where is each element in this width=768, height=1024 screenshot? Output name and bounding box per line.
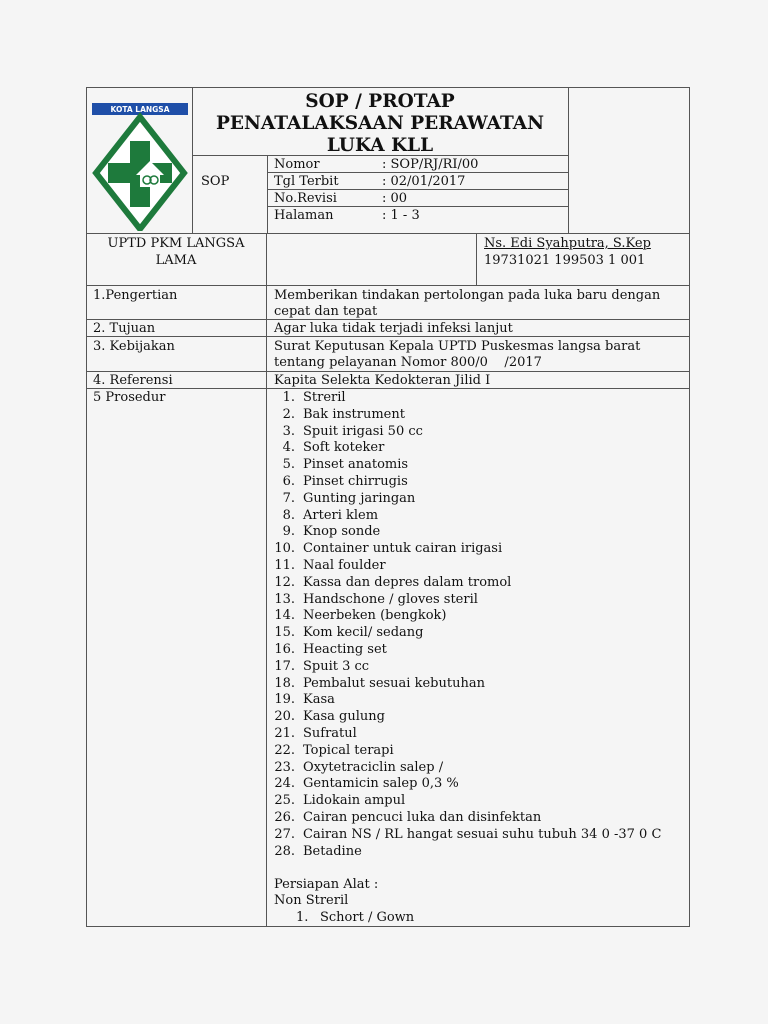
prosedur-item [250,390,661,407]
prosedur-item-text: Bak instrument [303,406,405,422]
document-title-line: SOP / PROTAP [305,91,455,112]
prosedur-item [250,676,661,693]
prosedur-item [250,793,661,810]
prosedur-item-number: 7. [282,490,295,506]
prosedur-item [250,642,661,659]
prosedur-item-text: Heacting set [303,641,387,657]
prosedur-item [250,440,661,457]
prosedur-item-number: 28. [274,843,295,859]
document-title-line: PENATALAKSAAN PERAWATAN [215,113,544,134]
prosedur-item-text: Kom kecil/ sedang [303,625,424,641]
prosedur-item-text: Sufratul [303,725,357,741]
prosedur-item [250,726,661,743]
prosedur-item-number: 13. [274,591,295,607]
prosedur-item [250,743,661,760]
prosedur-list [250,390,661,860]
prosedur-item-number: 8. [282,507,295,523]
meta-label-nomor: Nomor [274,157,320,172]
prosedur-item-text: Kassa dan depres dalam tromol [303,574,512,590]
prosedur-item [250,575,661,592]
prosedur-item-text: Kasa [303,692,335,708]
prosedur-item [250,827,661,844]
prosedur-item-number: 1. [282,390,295,405]
prosedur-item-number: 2. [282,406,295,422]
persiapan-item-text: Schort / Gown [320,910,415,925]
prosedur-item [250,524,661,541]
prosedur-item [250,709,661,726]
prosedur-item-number: 19. [274,692,295,708]
signer-nip: 19731021 199503 1 001 [484,253,646,268]
prosedur-item-number: 21. [274,725,295,741]
prosedur-item-text: Gunting jaringan [303,490,416,506]
prosedur-item-text: Betadine [303,843,362,859]
prosedur-item [250,491,661,508]
section-label-pengertian: 1.Pengertian [93,288,178,303]
prosedur-item [250,424,661,441]
sop-label: SOP [201,174,230,189]
section-text-tujuan: Agar luka tidak terjadi infeksi lanjut [274,321,513,336]
divider [86,233,690,234]
prosedur-item [250,508,661,525]
prosedur-item-text: Streril [303,390,346,405]
prosedur-item-number: 9. [282,524,295,540]
prosedur-item [250,407,661,424]
persiapan-subheading: Non Streril [274,893,349,908]
persiapan-heading: Persiapan Alat : [274,877,379,892]
prosedur-item-text: Pembalut sesuai kebutuhan [303,675,485,691]
divider [86,285,690,286]
meta-label-halaman: Halaman [274,208,334,223]
prosedur-item [250,541,661,558]
signer-name: Ns. Edi Syahputra, S.Kep [484,236,651,251]
prosedur-item-text: Oxytetraciclin salep / [303,759,444,775]
prosedur-item-number: 23. [274,759,295,775]
meta-value-nomor: : SOP/RJ/RI/00 [382,157,479,172]
persiapan-item-number: 1. [296,910,309,925]
section-label-tujuan: 2. Tujuan [93,321,156,336]
prosedur-item [250,457,661,474]
prosedur-item-number: 17. [274,658,295,674]
prosedur-item [250,810,661,827]
puskesmas-logo [92,103,188,231]
prosedur-item-number: 5. [282,457,295,473]
prosedur-item-number: 22. [274,742,295,758]
section-text-referensi: Kapita Selekta Kedokteran Jilid I [274,373,491,388]
prosedur-item-text: Spuit irigasi 50 cc [303,423,423,439]
logo-caption: KOTA LANGSA [110,105,170,114]
document-title-line: LUKA KLL [326,135,434,156]
section-label-referensi: 4. Referensi [93,373,173,388]
prosedur-item-number: 10. [274,541,295,557]
prosedur-item [250,659,661,676]
meta-label-tgl-terbit: Tgl Terbit [274,174,339,189]
prosedur-item [250,608,661,625]
section-label-prosedur: 5 Prosedur [93,390,166,405]
prosedur-item-number: 6. [282,473,295,489]
meta-value-no-revisi: : 00 [382,191,408,206]
prosedur-item-number: 20. [274,709,295,725]
prosedur-item [250,776,661,793]
prosedur-item-text: Neerbeken (bengkok) [303,608,447,624]
prosedur-item [250,474,661,491]
prosedur-item-text: Soft koteker [303,440,385,456]
prosedur-item [250,692,661,709]
prosedur-item-text: Pinset chirrugis [303,473,408,489]
prosedur-item-number: 16. [274,641,295,657]
prosedur-item-number: 24. [274,776,295,792]
meta-value-halaman: : 1 - 3 [382,208,420,223]
prosedur-item [250,625,661,642]
prosedur-item-text: Arteri klem [303,507,379,523]
prosedur-item-number: 11. [274,557,295,573]
meta-value-tgl-terbit: : 02/01/2017 [382,174,466,189]
prosedur-item-text: Lidokain ampul [303,793,406,809]
unit-name-line2: LAMA [155,253,197,268]
prosedur-item-number: 15. [274,625,295,641]
prosedur-item-text: Pinset anatomis [303,457,409,473]
prosedur-item [250,844,661,861]
unit-name-line1: UPTD PKM LANGSA [107,236,245,251]
prosedur-item-text: Handschone / gloves steril [303,591,478,607]
prosedur-item-text: Container untuk cairan irigasi [303,541,503,557]
prosedur-item-number: 3. [282,423,295,439]
section-text-kebijakan: Surat Keputusan Kepala UPTD Puskesmas langsa barat tentang pelayanan Nomor 800/0 /2017 [274,339,645,370]
divider [192,87,193,233]
section-label-kebijakan: 3. Kebijakan [93,339,175,354]
prosedur-item-text: Naal foulder [303,557,386,573]
section-text-pengertian: Memberikan tindakan pertolongan pada luka baru dengan cepat dan tepat [274,288,661,319]
prosedur-item-number: 14. [274,608,295,624]
prosedur-item-number: 26. [274,809,295,825]
divider [86,371,690,372]
meta-label-no-revisi: No.Revisi [274,191,337,206]
divider [267,155,268,233]
prosedur-item-text: Topical terapi [303,742,394,758]
prosedur-item [250,760,661,777]
prosedur-item-text: Cairan NS / RL hangat sesuai suhu tubuh 34 0 -37 0 C [303,826,662,842]
divider [476,233,477,285]
divider [568,87,569,233]
prosedur-item-number: 27. [274,826,295,842]
prosedur-item-number: 12. [274,574,295,590]
prosedur-item [250,558,661,575]
prosedur-item-text: Gentamicin salep 0,3 % [303,776,459,792]
prosedur-item-number: 4. [282,440,295,456]
prosedur-item-text: Spuit 3 cc [303,658,370,674]
divider [266,233,267,285]
prosedur-item-text: Knop sonde [303,524,381,540]
prosedur-item [250,592,661,609]
prosedur-item-number: 18. [274,675,295,691]
prosedur-item-text: Cairan pencuci luka dan disinfektan [303,809,542,825]
prosedur-item-number: 25. [274,793,295,809]
prosedur-item-text: Kasa gulung [303,709,385,725]
